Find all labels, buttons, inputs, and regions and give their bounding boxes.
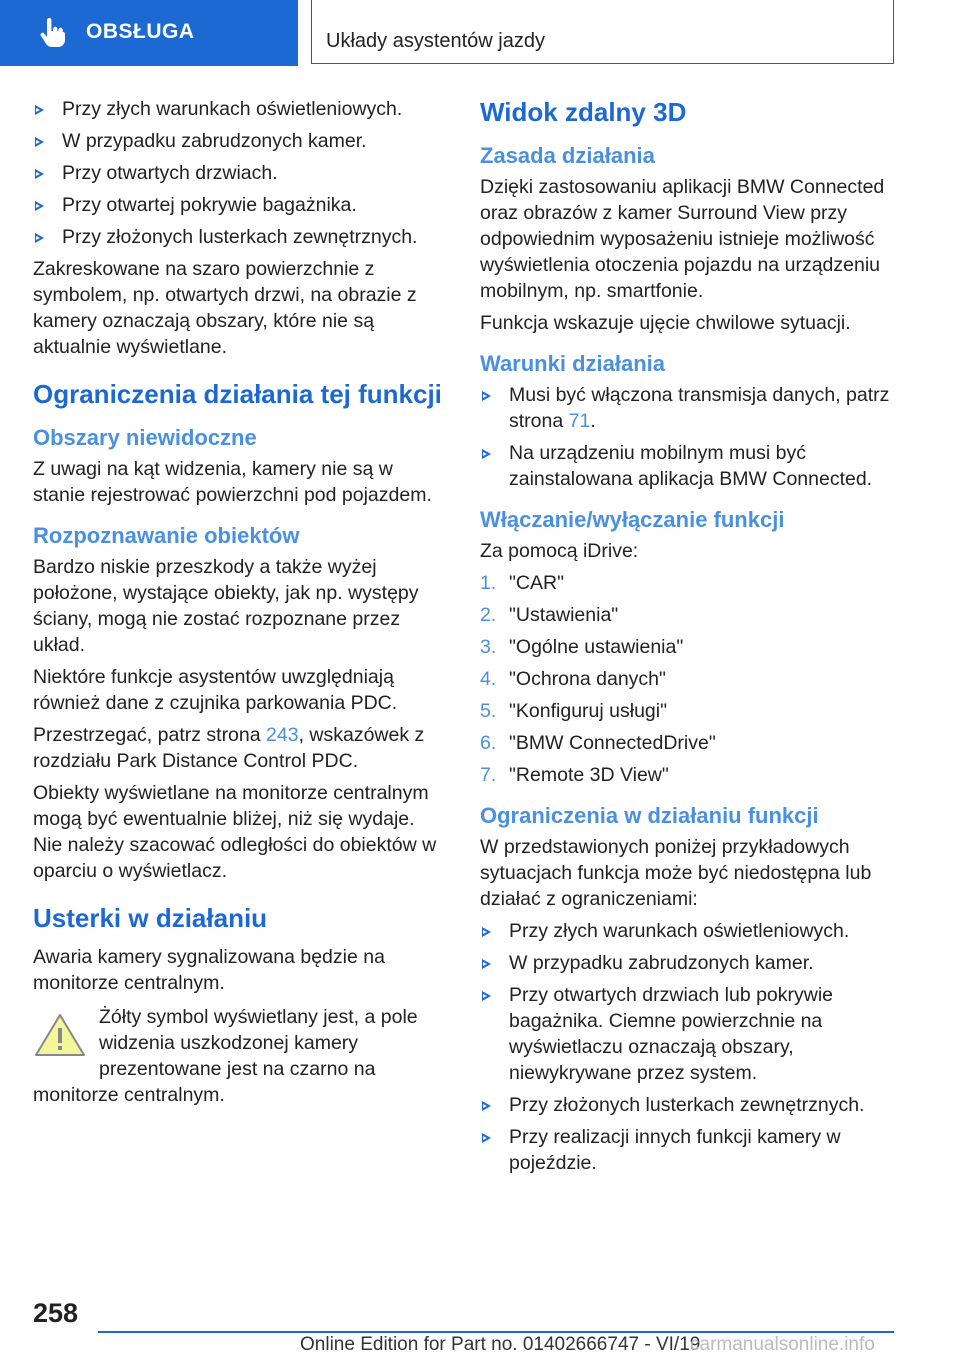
triangle-bullet-icon (35, 201, 44, 211)
step-item: 4. "Ochrona danych" (480, 668, 666, 690)
heading-conditions: Warunki działania (480, 351, 666, 376)
warning-block (33, 1004, 443, 1108)
warning-text: Żółty symbol wyświetlany jest, a pole widzenia uszkodzonej kamery prezentowane jest na czarno na monitorze centralnym. (33, 1006, 418, 1106)
page-number: 258 (33, 1298, 79, 1328)
list-item: Przy złych warunkach oświetleniowych. (33, 96, 443, 122)
list-item: Przy złożonych lusterkach zewnętrznych. (480, 1092, 890, 1118)
heading-limits: Ograniczenia działania tej funkcji (33, 379, 442, 409)
warning-triangle-icon (33, 1012, 87, 1058)
list-item: Na urządzeniu mobilnym musi być zainstalowana aplikacja BMW Connected. (480, 440, 890, 492)
triangle-bullet-icon (35, 169, 44, 179)
step-item: 6. "BMW ConnectedDrive" (480, 732, 716, 754)
step-item: 3. "Ogólne ustawienia" (480, 636, 684, 658)
right-column (480, 96, 890, 1182)
paragraph-recognition-2: Niektóre funkcje asystentów uwzględniają również dane z czujnika parkowania PDC. (33, 666, 398, 714)
heading-recognition: Rozpoznawanie obiektów (33, 523, 300, 548)
triangle-bullet-icon (35, 137, 44, 147)
section-tab[interactable] (311, 0, 894, 64)
step-item: 5. "Konfiguruj usługi" (480, 700, 668, 722)
paragraph-faults: Awaria kamery sygnalizowana będzie na monitorze centralnym. (33, 946, 385, 994)
triangle-bullet-icon (482, 391, 491, 401)
list-item: W przypadku zabrudzonych kamer. (33, 128, 443, 154)
triangle-bullet-icon (482, 959, 491, 969)
step-item: 2. "Ustawienia" (480, 604, 619, 626)
paragraph-invisible: Z uwagi na kąt widzenia, kamery nie są w stanie rejestrować powierzchni pod pojazdem. (33, 458, 432, 506)
watermark-text: carmanualsonline.info (690, 1334, 875, 1355)
heading-invisible: Obszary niewidoczne (33, 425, 257, 450)
paragraph-idrive: Za pomocą iDrive: (480, 540, 639, 562)
step-item: 1. "CAR" (480, 572, 565, 594)
heading-remote-3d: Widok zdalny 3D (480, 97, 687, 127)
list-item: Przy otwartych drzwiach. (33, 160, 443, 186)
paragraph-recognition-4: Obiekty wyświetlane na monitorze centralnym mogą być ewentualnie bliżej, niż się wydaje. Nie należy szacować odległości do obiektów w oparciu o wyświetlacz. (33, 782, 437, 882)
heading-onoff: Włączanie/wyłączanie funkcji (480, 507, 785, 532)
paragraph-recognition-3: Przestrzegać, patrz strona 243, wskazówek z rozdziału Park Distance Control PDC. (33, 724, 425, 772)
chapter-tab[interactable] (0, 0, 298, 66)
paragraph-principle: Dzięki zastosowaniu aplikacji BMW Connected oraz obrazów z kamer Surround View przy odpowiednim wyposażeniu istnieje możliwość wyświetlenia otoczenia pojazdu na urządzeniu mobilnym, np. smartfonie. (480, 176, 885, 302)
list-item: Przy realizacji innych funkcji kamery w pojeździe. (480, 1124, 890, 1176)
list-item: Przy złych warunkach oświetleniowych. (480, 918, 890, 944)
chapter-label: OBSŁUGA (86, 20, 195, 43)
triangle-bullet-icon (482, 449, 491, 459)
edition-text: Online Edition for Part no. 01402666747 - VI/19 (300, 1334, 701, 1355)
triangle-bullet-icon (35, 105, 44, 115)
list-item: W przypadku zabrudzonych kamer. (480, 950, 890, 976)
section-label: Układy asystentów jazdy (326, 30, 545, 52)
heading-restrictions: Ograniczenia w działaniu funkcji (480, 803, 819, 828)
paragraph-restrictions: W przedstawionych poniżej przykładowych sytuacjach funkcja może być niedostępna lub działać z ograniczeniami: (480, 836, 872, 910)
hand-pointer-icon (38, 18, 66, 48)
heading-faults: Usterki w działaniu (33, 903, 268, 933)
page-link-71[interactable]: 71 (568, 410, 591, 432)
triangle-bullet-icon (482, 1101, 491, 1111)
page-header (0, 0, 960, 66)
triangle-bullet-icon (35, 233, 44, 243)
triangle-bullet-icon (482, 991, 491, 1001)
left-column (33, 96, 443, 1108)
footer-divider (98, 1331, 894, 1333)
list-item: Musi być włączona transmisja danych, patrz strona 71. (480, 382, 890, 434)
paragraph-snapshot: Funkcja wskazuje ujęcie chwilowe sytuacji. (480, 312, 851, 334)
list-item: Przy otwartej pokrywie bagażnika. (33, 192, 443, 218)
paragraph-recognition-1: Bardzo niskie przeszkody a także wyżej położone, wystające obiekty, jak np. występy ściany, mogą nie zostać rozpoznane przez układ. (33, 556, 419, 656)
step-item: 7. "Remote 3D View" (480, 764, 669, 786)
triangle-bullet-icon (482, 927, 491, 937)
triangle-bullet-icon (482, 1133, 491, 1143)
paragraph-hatched: Zakreskowane na szaro powierzchnie z symbolem, np. otwartych drzwi, na obrazie z kamery oznaczają obszary, które nie są aktualnie wyświetlane. (33, 258, 417, 358)
list-item: Przy otwartych drzwiach lub pokrywie bagażnika. Ciemne powierzchnie na wyświetlaczu oznaczają obszary, niewykrywane przez system. (480, 982, 890, 1086)
heading-principle: Zasada działania (480, 143, 655, 168)
page-link-243[interactable]: 243 (266, 724, 299, 746)
list-item: Przy złożonych lusterkach zewnętrznych. (33, 224, 443, 250)
